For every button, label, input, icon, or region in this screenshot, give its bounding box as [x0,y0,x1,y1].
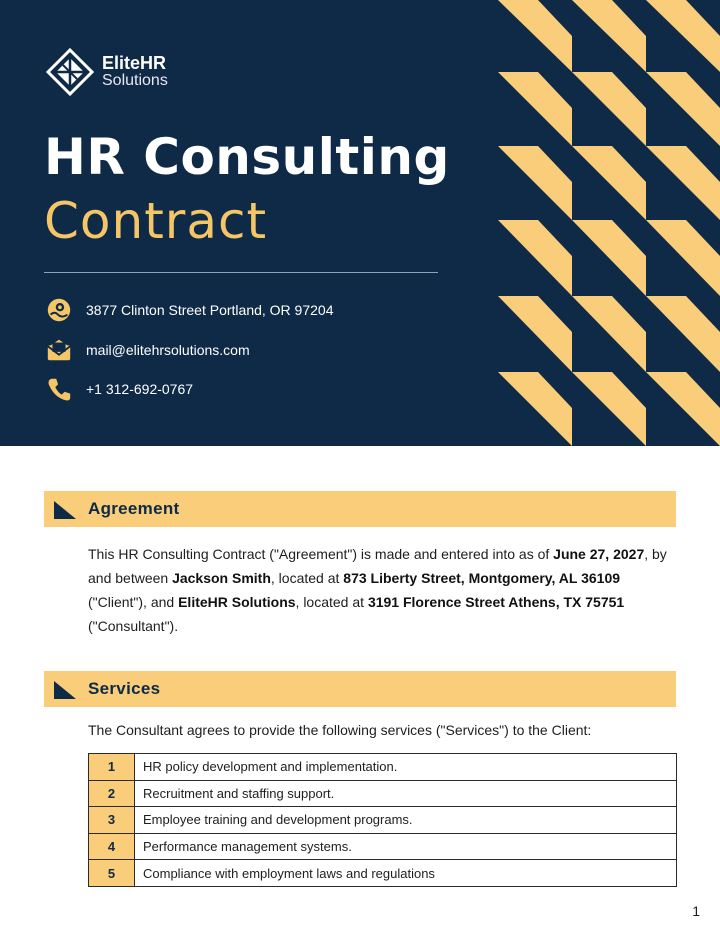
address-text: 3877 Clinton Street Portland, OR 97204 [86,302,334,318]
table-row [89,780,677,807]
triangle-marker-icon [44,671,88,707]
client-name: Jackson Smith [172,570,271,586]
document-subtitle: Contract [44,192,268,250]
table-row [89,807,677,834]
section-header-services [44,671,676,707]
brand-subtitle: Solutions [102,72,168,90]
section-title-services: Services [88,679,161,698]
map-pin-icon [44,295,74,325]
contact-email [44,335,250,365]
service-description: HR policy development and implementation. [135,754,677,781]
section-header-agreement [44,491,676,527]
consultant-name: EliteHR Solutions [178,594,296,610]
geometric-pattern [498,0,720,446]
service-description: Compliance with employment laws and regulations [135,860,677,887]
header-banner [0,0,720,446]
service-number: 2 [89,780,135,807]
services-table [88,753,677,887]
table-row [89,833,677,860]
mail-icon [44,335,74,365]
email-text[interactable]: mail@elitehrsolutions.com [86,342,250,358]
phone-text[interactable]: +1 312-692-0767 [86,381,194,397]
service-number: 1 [89,754,135,781]
section-title-agreement: Agreement [88,499,180,518]
service-description: Employee training and development programs. [135,807,677,834]
service-number: 4 [89,833,135,860]
table-row [89,754,677,781]
document-title: HR Consulting [44,128,450,186]
logo-diamond-icon [46,48,94,96]
triangle-marker-icon [44,491,88,527]
header-divider [44,272,438,273]
service-number: 3 [89,807,135,834]
client-address: 873 Liberty Street, Montgomery, AL 36109 [343,570,621,586]
service-description: Recruitment and staffing support. [135,780,677,807]
page-number: 1 [692,903,700,919]
contact-address [44,295,334,325]
brand-name: EliteHR [102,53,167,74]
service-number: 5 [89,860,135,887]
service-description: Performance management systems. [135,833,677,860]
brand-logo [46,48,168,96]
table-row [89,860,677,887]
services-intro: The Consultant agrees to provide the following services ("Services") to the Client: [88,722,592,738]
effective-date: June 27, 2027 [553,546,645,562]
consultant-address: 3191 Florence Street Athens, TX 75751 [367,594,625,610]
contact-phone [44,374,193,404]
phone-icon [44,374,74,404]
agreement-paragraph: This HR Consulting Contract ("Agreement") is made and entered into as of June 27, 2027, by and between Jackson Smith, located at 873 Liberty Street, Montgomery, AL 36109 ("Client"), and EliteHR Solutions, located at 3191 Florence Street Athens, TX 75751 ("Consultant"). [88,546,667,634]
